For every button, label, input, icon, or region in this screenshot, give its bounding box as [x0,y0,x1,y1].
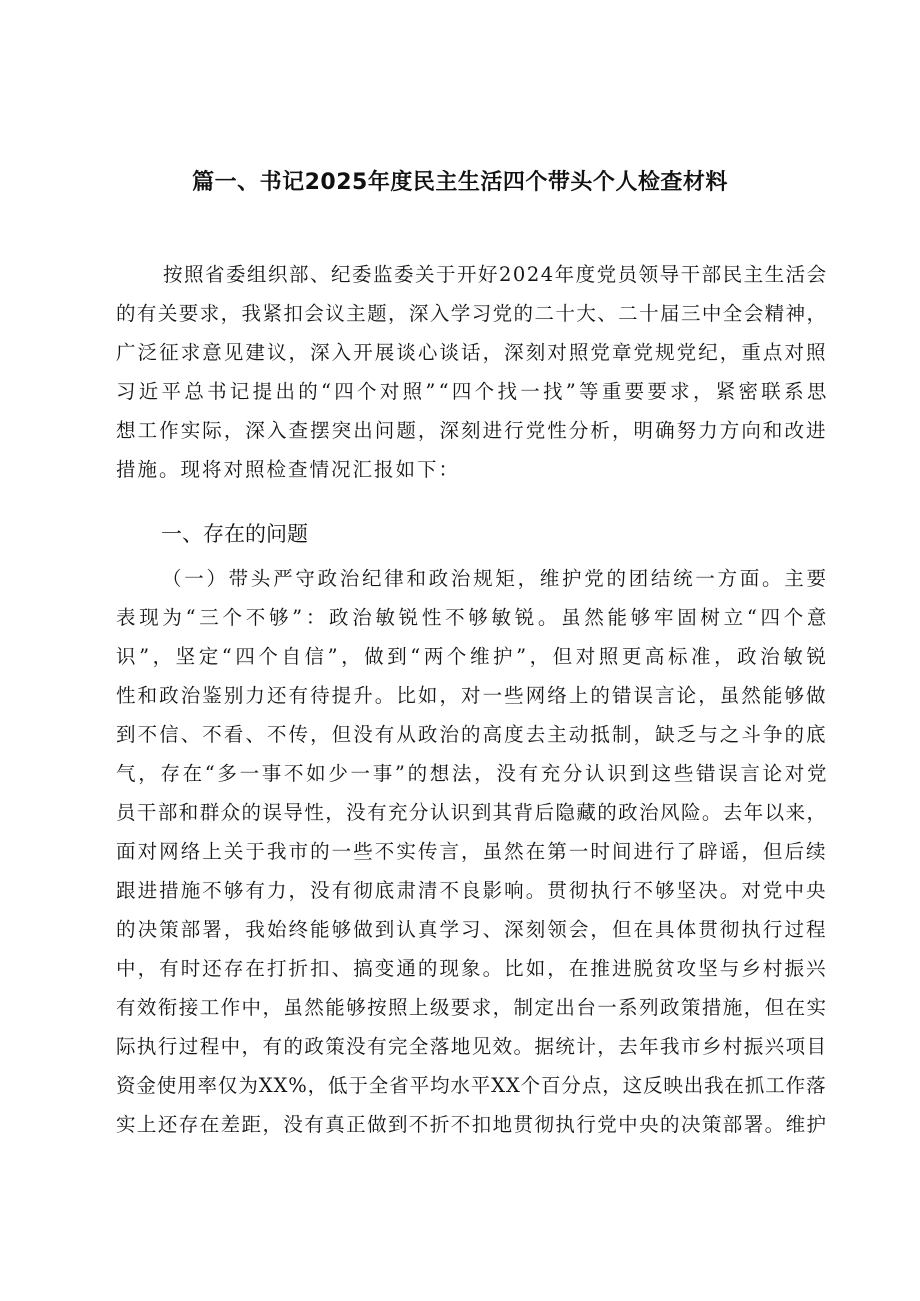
intro-line: 想工作实际，深入查摆突出问题，深刻进行党性分析，明确努力方向和改进 [116,419,828,442]
section-line: 员干部和群众的误导性，没有充分认识到其背后隐藏的政治风险。去年以来， [116,801,828,824]
section-line: 有效衔接工作中，虽然能够按照上级要求，制定出台一系列政策措施，但在实 [116,996,828,1019]
section-line: 实上还存在差距，没有真正做到不折不扣地贯彻执行党中央的决策部署。维护 [116,1113,828,1136]
intro-line: 按照省委组织部、纪委监委关于开好2024年度党员领导干部民主生活会 [163,263,828,286]
section-line: 资金使用率仅为XX%，低于全省平均水平XX个百分点，这反映出我在抓工作落 [116,1074,827,1097]
section-line: 跟进措施不够有力，没有彻底肃清不良影响。贯彻执行不够坚决。对党中央 [116,879,828,902]
section-line: 的决策部署，我始终能够做到认真学习、深刻领会，但在具体贯彻执行过程 [116,918,828,941]
intro-line: 广泛征求意见建议，深入开展谈心谈话，深刻对照党章党规党纪，重点对照 [116,341,828,364]
section-line: 性和政治鉴别力还有待提升。比如，对一些网络上的错误言论，虽然能够做 [116,684,828,707]
section-line: 际执行过程中，有的政策没有完全落地见效。据统计，去年我市乡村振兴项目 [116,1035,828,1058]
section-line: 识”，坚定“四个自信”，做到“两个维护”，但对照更高标准，政治敏锐 [116,645,830,668]
section-line: 表现为“三个不够”：政治敏锐性不够敏锐。虽然能够牢固树立“四个意 [116,606,831,629]
intro-line: 习近平总书记提出的“四个对照”“四个找一找”等重要要求，紧密联系思 [116,380,830,403]
section-line: 中，有时还存在打折扣、搞变通的现象。比如，在推进脱贫攻坚与乡村振兴 [116,957,828,980]
section-heading: 一、存在的问题 [161,522,308,546]
section-line: 气，存在“多一事不如少一事”的想法，没有充分认识到这些错误言论对党 [116,762,830,785]
section-line: 面对网络上关于我市的一些不实传言，虽然在第一时间进行了辟谣，但后续 [116,840,828,863]
document-title: 篇一、书记2025年度民主生活四个带头个人检查材料 [192,170,728,195]
section-line: （一）带头严守政治纪律和政治规矩，维护党的团结统一方面。主要 [162,567,829,590]
intro-line: 的有关要求，我紧扣会议主题，深入学习党的二十大、二十届三中全会精神， [116,302,828,325]
section-line: 到不信、不看、不传，但没有从政治的高度去主动抵制，缺乏与之斗争的底 [116,723,828,746]
intro-line: 措施。现将对照检查情况汇报如下： [116,458,461,481]
